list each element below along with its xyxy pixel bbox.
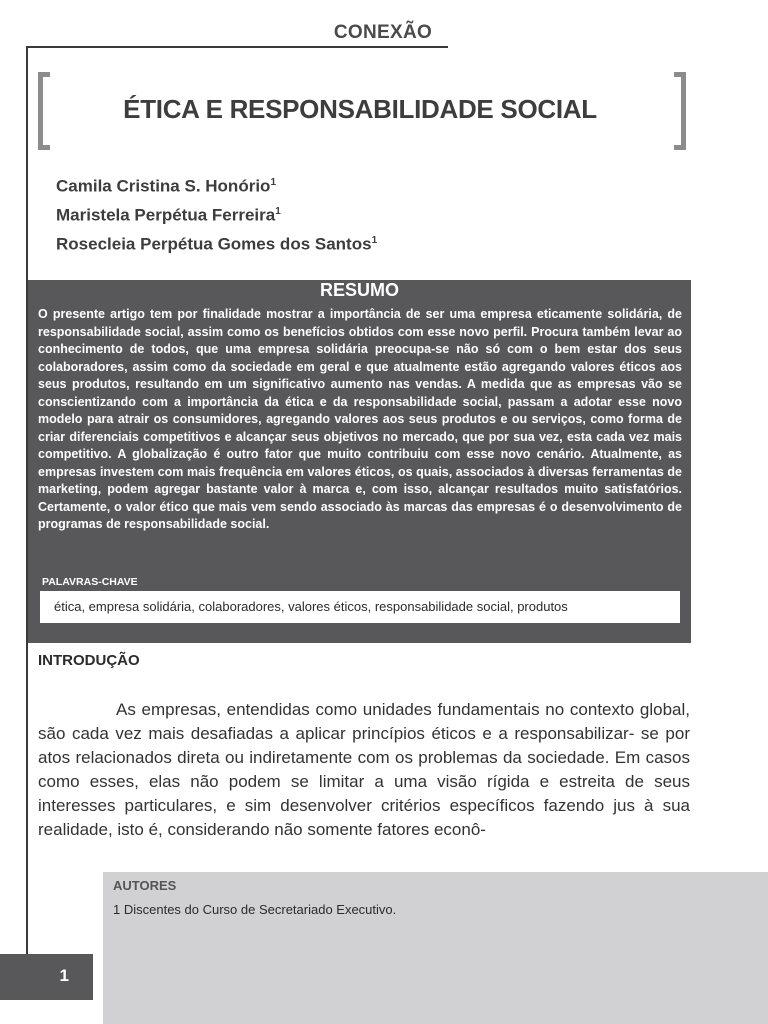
page-number-box <box>0 954 93 1000</box>
author-name: Maristela Perpétua Ferreira <box>56 205 276 225</box>
footnote-text: 1 Discentes do Curso de Secretariado Executivo. <box>113 902 397 917</box>
page-number: 1 <box>59 966 69 985</box>
keywords-label: PALAVRAS-CHAVE <box>42 576 138 588</box>
abstract-text: O presente artigo tem por finalidade mostrar a importância de ser uma empresa eticamente solidária, de responsabilidade social, assim como os benefícios obtidos com esse novo perfil. Procura também levar ao conhecimento de todos, que uma empresa solidária preocupa-se não só com o bem estar dos seus colaboradores, assim como da sociedade em geral e que atualmente estão agregando valores éticos aos seus produtos, resultando em um significativo aumento nas vendas. A medida que as empresas vão se conscientizando com a importância da ética e da responsabilidade social, passam a adotar esse novo modelo para atrair os consumidores, agregando valores aos seus produtos e ou serviços, como forma de criar diferenciais competitivos e alcançar seus objetivos no mercado, que por sua vez, esta cada vez mais competitivo. A globalização é outro fator que muito contribuiu com esse novo cenário. Atualmente, as empresas investem com mais frequência em valores éticos, os quais, associados à diversas ferramentas de marketing, podem agregar bastante valor à marca e, com isso, alcançar resultados muito satisfatórios. Certamente, o valor ético que mais vem sendo associado às marcas das empresas é o desenvolvimento de programas de responsabilidade social. <box>38 307 682 531</box>
introduction-heading: INTRODUÇÃO <box>38 652 140 669</box>
abstract-heading: RESUMO <box>319 280 399 300</box>
footnote-heading: AUTORES <box>113 878 177 893</box>
author-3 <box>56 226 377 255</box>
article-title: ÉTICA E RESPONSABILIDADE SOCIAL <box>123 94 597 124</box>
frame-top-rule <box>26 46 448 48</box>
author-list <box>56 168 377 255</box>
abstract-panel <box>28 280 691 643</box>
affiliation-mark: 1 <box>371 235 378 246</box>
section-label: CONEXÃO <box>333 22 433 43</box>
author-name: Camila Cristina S. Honório <box>56 176 271 196</box>
left-bracket-ornament <box>38 72 50 150</box>
author-name: Rosecleia Perpétua Gomes dos Santos <box>56 234 372 254</box>
keywords-box: ética, empresa solidária, colaboradores, valores éticos, responsabilidade social, produtos <box>40 591 680 623</box>
affiliation-mark: 1 <box>270 177 276 188</box>
affiliation-mark: 1 <box>275 206 281 217</box>
introduction-paragraph: As empresas, entendidas como unidades fundamentais no contexto global, são cada vez mais desafiadas a aplicar princípios éticos e a responsabilizar- se por atos relacionados direta ou indiretamente com os problemas da sociedade. Em casos como esses, elas não podem se limitar a uma visão rígida e estreita de seus interesses particulares, e sim desenvolver critérios específicos fazendo jus à sua realidade, isto é, considerando não somente fatores econô- <box>38 700 690 839</box>
author-2 <box>56 197 377 226</box>
author-1 <box>56 168 377 197</box>
right-bracket-ornament <box>674 72 686 150</box>
authors-footnote-panel <box>103 872 768 1024</box>
